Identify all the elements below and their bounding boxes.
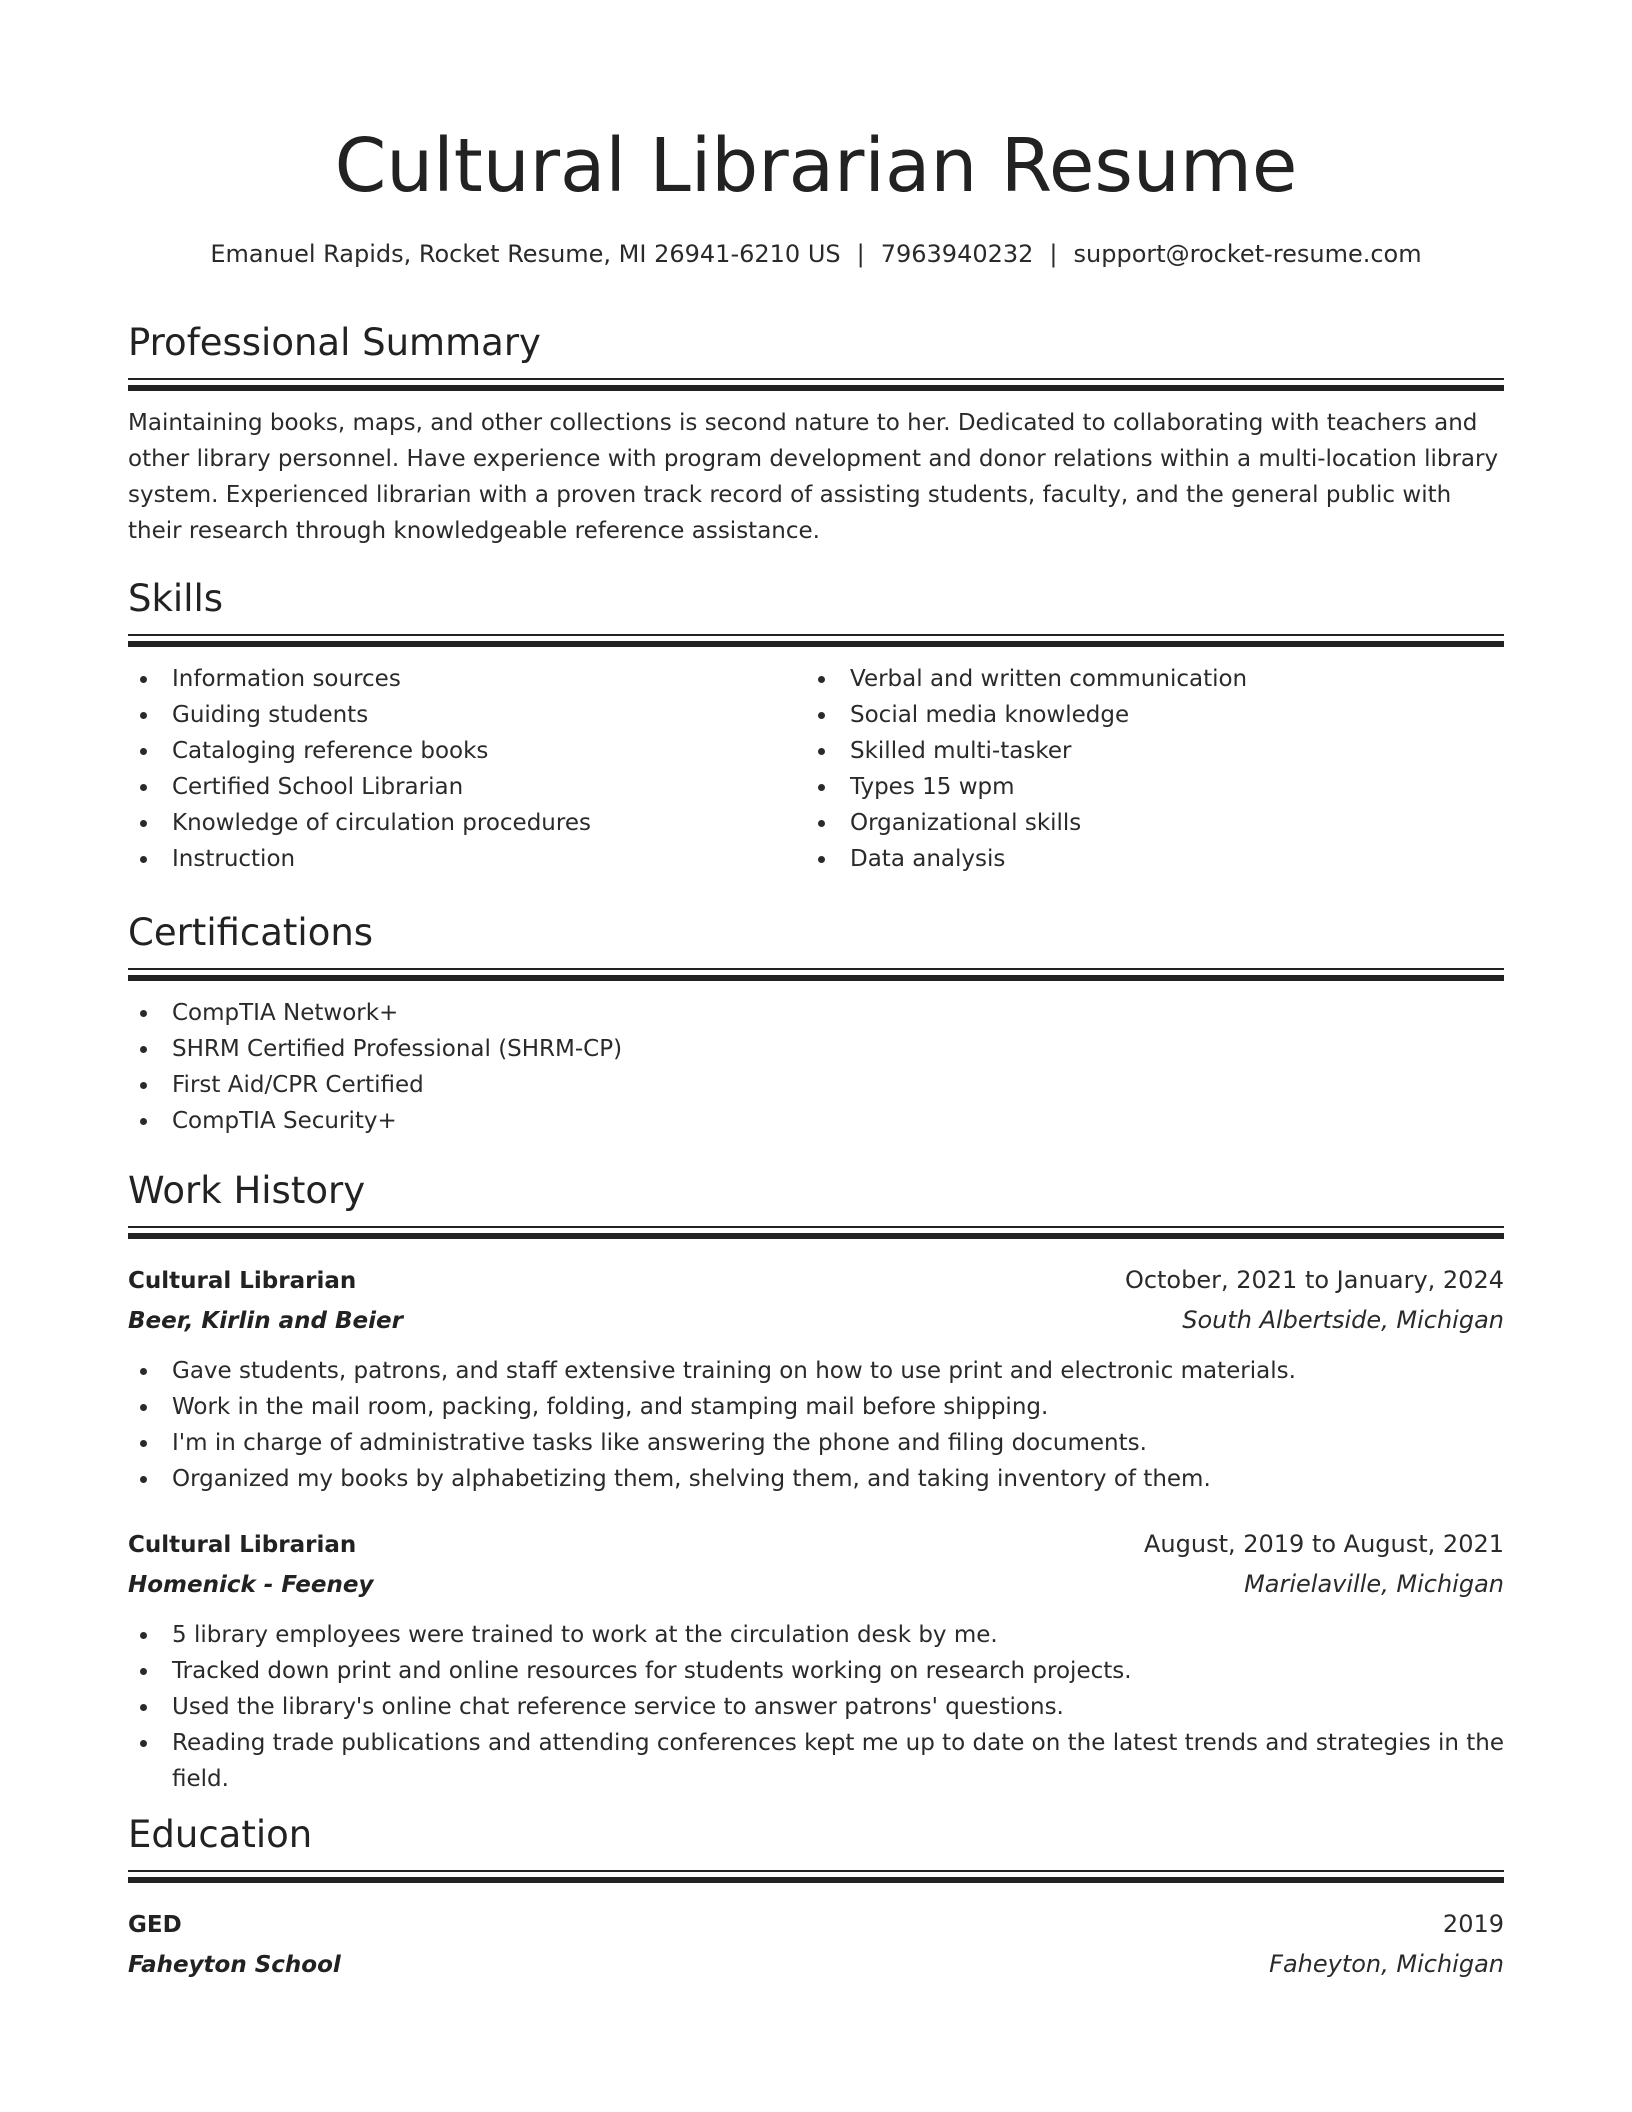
certifications-list (128, 995, 1504, 1139)
summary-heading: Professional Summary (128, 321, 541, 364)
certification-item: SHRM Certified Professional (SHRM-CP) (128, 1031, 1504, 1067)
job-company-row (128, 1300, 1504, 1341)
contact-phone: 7963940232 (880, 240, 1034, 268)
certification-item: CompTIA Security+ (128, 1103, 1504, 1139)
contact-separator: | (1049, 240, 1058, 268)
summary-text: Maintaining books, maps, and other collections is second nature to her. Dedicated to collaborating with teachers and other library personnel. Have experience with program development and donor relations within a multi-location library system. Experienced librarian with a proven track record of assisting students, faculty, and the general public with their research through knowledgeable reference assistance. (128, 410, 1499, 544)
job-bullet: I'm in charge of administrative tasks like answering the phone and filing documents. (128, 1425, 1504, 1461)
skill-item: Social media knowledge (806, 697, 1484, 733)
contact-email: support@rocket-resume.com (1073, 240, 1422, 268)
education-heading: Education (128, 1813, 313, 1856)
job-title: Cultural Librarian (128, 1532, 357, 1558)
skill-item: Verbal and written communication (806, 661, 1484, 697)
skill-item: Knowledge of circulation procedures (128, 805, 806, 841)
education-entry (128, 1905, 1504, 1985)
job-entry (128, 1261, 1504, 1497)
education-school: Faheyton School (128, 1952, 341, 1978)
section-rule (128, 1870, 1504, 1872)
education-header-row (128, 1905, 1504, 1944)
job-company-row (128, 1564, 1504, 1605)
job-bullet: Tracked down print and online resources for students working on research projects. (128, 1653, 1504, 1689)
job-location: Marielaville, Michigan (1244, 1570, 1504, 1598)
education-school-row (128, 1944, 1504, 1985)
job-bullets (128, 1617, 1504, 1797)
education-section (128, 1810, 1504, 1985)
certification-item: First Aid/CPR Certified (128, 1067, 1504, 1103)
job-company: Homenick - Feeney (128, 1572, 374, 1598)
skill-item: Types 15 wpm (806, 769, 1484, 805)
section-rule (128, 378, 1504, 380)
section-rule-thick (128, 1877, 1504, 1883)
job-dates: October, 2021 to January, 2024 (1124, 1266, 1504, 1294)
certifications-section (128, 908, 1504, 1139)
work-heading: Work History (128, 1169, 366, 1212)
job-bullets (128, 1353, 1504, 1497)
job-bullet: Work in the mail room, packing, folding, and stamping mail before shipping. (128, 1389, 1504, 1425)
work-section (128, 1166, 1504, 1797)
section-rule (128, 968, 1504, 970)
job-bullet: Gave students, patrons, and staff extensive training on how to use print and electronic materials. (128, 1353, 1504, 1389)
skills-section (128, 574, 1504, 877)
section-rule-thick (128, 641, 1504, 647)
skills-list-right (806, 661, 1484, 877)
section-rule (128, 634, 1504, 636)
section-rule-thick (128, 975, 1504, 981)
job-header-row (128, 1261, 1504, 1300)
skills-list-left (128, 661, 806, 877)
job-bullet: 5 library employees were trained to work at the circulation desk by me. (128, 1617, 1504, 1653)
contact-address: Emanuel Rapids, Rocket Resume, MI 26941-6210 US (210, 240, 841, 268)
skill-item: Data analysis (806, 841, 1484, 877)
job-header-row (128, 1525, 1504, 1564)
education-year: 2019 (1442, 1910, 1504, 1938)
skill-item: Instruction (128, 841, 806, 877)
skill-item: Information sources (128, 661, 806, 697)
education-location: Faheyton, Michigan (1269, 1950, 1504, 1978)
skill-item: Guiding students (128, 697, 806, 733)
contact-line (128, 238, 1504, 270)
job-dates: August, 2019 to August, 2021 (1144, 1530, 1504, 1558)
summary-section (128, 318, 1504, 549)
skill-item: Organizational skills (806, 805, 1484, 841)
job-entry (128, 1525, 1504, 1797)
section-rule-thick (128, 1233, 1504, 1239)
section-rule-thick (128, 385, 1504, 391)
skill-item: Cataloging reference books (128, 733, 806, 769)
skills-columns (128, 661, 1504, 877)
job-title: Cultural Librarian (128, 1268, 357, 1294)
certifications-heading: Certifications (128, 911, 374, 954)
job-location: South Albertside, Michigan (1182, 1306, 1504, 1334)
job-bullet: Organized my books by alphabetizing them, shelving them, and taking inventory of them. (128, 1461, 1504, 1497)
certification-item: CompTIA Network+ (128, 995, 1504, 1031)
job-bullet: Reading trade publications and attending conferences kept me up to date on the latest trends and strategies in the field. (128, 1725, 1504, 1797)
section-rule (128, 1226, 1504, 1228)
contact-separator: | (856, 240, 865, 268)
skill-item: Skilled multi-tasker (806, 733, 1484, 769)
resume-title: Cultural Librarian Resume (334, 123, 1298, 209)
skill-item: Certified School Librarian (128, 769, 806, 805)
job-bullet: Used the library's online chat reference service to answer patrons' questions. (128, 1689, 1504, 1725)
job-company: Beer, Kirlin and Beier (128, 1308, 403, 1334)
education-degree: GED (128, 1912, 182, 1938)
skills-heading: Skills (128, 577, 224, 620)
